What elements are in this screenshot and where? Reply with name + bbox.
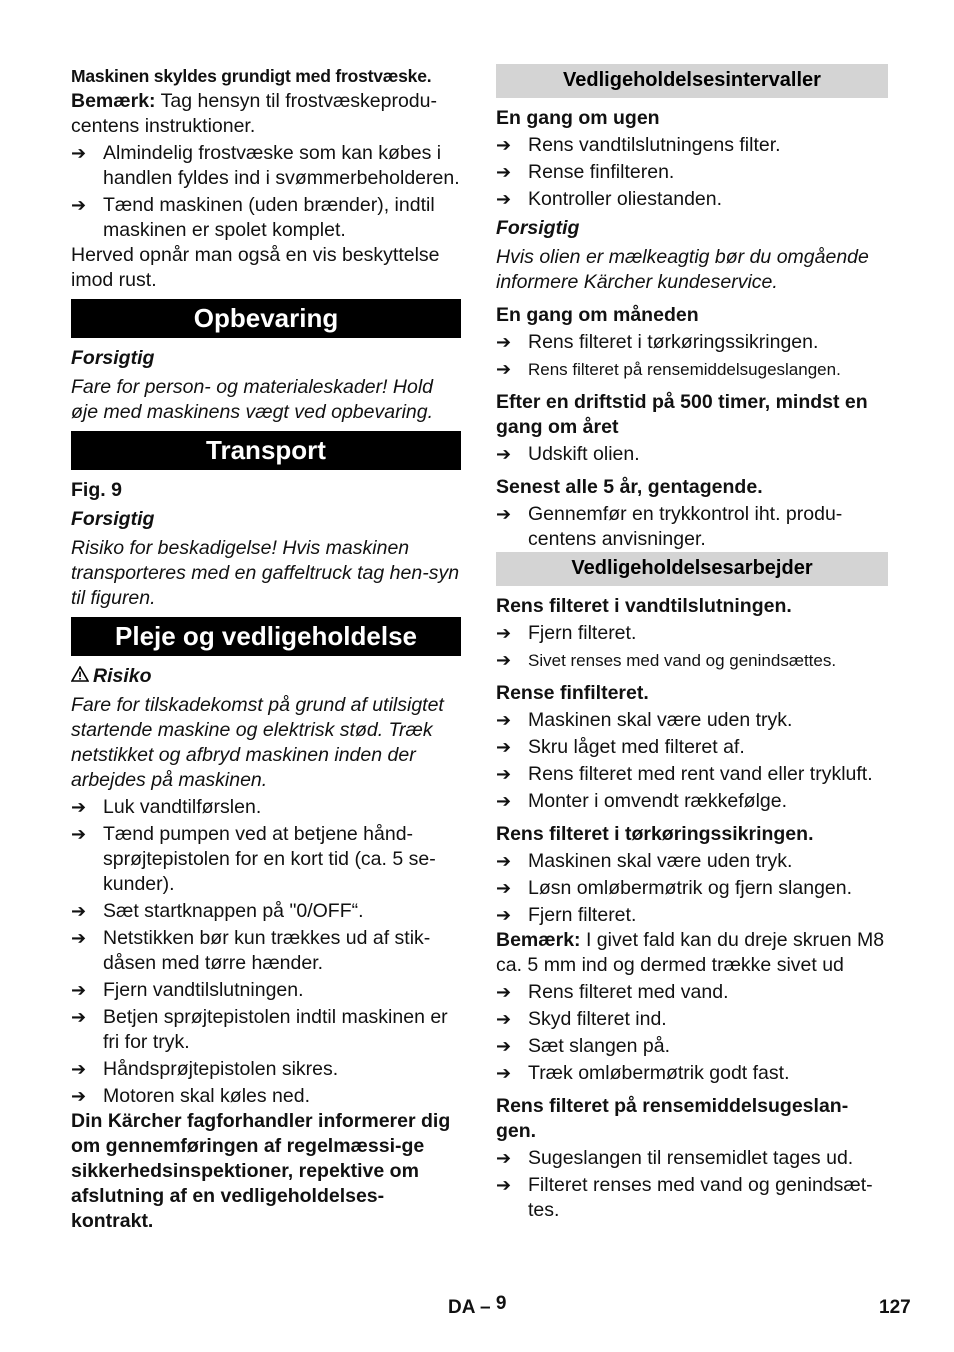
note-label: Bemærk:: [71, 90, 156, 112]
arrow-icon: ➔: [496, 1175, 512, 1195]
footer-section-page: 9: [495, 1293, 507, 1314]
warning-triangle-icon: [71, 664, 93, 689]
suction-steps: [496, 1146, 888, 1223]
fine-filter-heading: Rense finfilteret.: [496, 682, 649, 704]
risk-label: Risiko: [93, 665, 152, 687]
dealer-text: Din Kärcher fagforhandler informerer dig om gennemføringen af regelmæssi-ge sikkerhedsinspektioner, repektive om afslutning af en vedligeholdelses-kontrakt.: [71, 1110, 451, 1232]
arrow-icon: ➔: [71, 143, 87, 163]
arrow-icon: ➔: [496, 189, 512, 209]
list-item: ➔ Maskinen skal være uden tryk.: [496, 709, 793, 731]
list-item: ➔ Betjen sprøjtepistolen indtil maskinen er fri for tryk.: [71, 1006, 448, 1053]
arrow-icon: ➔: [496, 1148, 512, 1168]
list-item: ➔ Fjern vandtilslutningen.: [71, 979, 304, 1001]
weekly-caution-text: Hvis olien er mælkeagtig bør du omgående informere Kärcher kundeservice.: [496, 246, 869, 293]
list-item: ➔ Rense finfilteren.: [496, 161, 675, 183]
list-item: ➔ Skyd filteret ind.: [496, 1008, 667, 1030]
arrow-icon: ➔: [71, 824, 87, 844]
footer-lang: DA: [448, 1297, 475, 1318]
list-item: ➔ Sivet renses med vand og genindsættes.: [496, 648, 888, 673]
dry-run-note-label: Bemærk:: [496, 929, 581, 951]
transport-caution-text: Risiko for beskadigelse! Hvis maskinen transporteres med en gaffeltruck tag hen-syn til figuren.: [71, 537, 460, 609]
list-item: ➔ Tænd pumpen ved at betjene hånd-sprøjtepistolen for en kort tid (ca. 5 se-kunder).: [71, 823, 436, 895]
arrow-icon: ➔: [496, 710, 512, 730]
transport-caution-label: Forsigtig: [71, 508, 155, 530]
storage-caution-label: Forsigtig: [71, 347, 155, 369]
water-filter-steps: [496, 621, 888, 673]
right-column: [496, 64, 888, 1223]
arrow-icon: ➔: [496, 623, 512, 643]
list-item: ➔ Løsn omløbermøtrik og fjern slangen.: [496, 877, 853, 899]
risk-text: Fare for tilskadekomst på grund af utilsigtet startende maskine og elektrisk stød. Træk netstikket og afbryd maskinen inden der arbejdes på maskinen.: [71, 694, 444, 791]
note-paragraph: [71, 89, 461, 139]
arrow-icon: ➔: [71, 1086, 87, 1106]
footer-dash: –: [480, 1297, 491, 1318]
arrow-icon: ➔: [496, 791, 512, 811]
arrow-icon: ➔: [71, 980, 87, 1000]
intro-steps: [71, 141, 461, 243]
page-number: 127: [879, 1297, 911, 1318]
list-item: ➔ Rens filteret i tørkøringssikringen.: [496, 331, 819, 353]
arrow-icon: ➔: [496, 332, 512, 352]
suction-heading: Rens filteret på rensemiddelsugeslan-gen.: [496, 1095, 849, 1142]
list-item: ➔ Rens filteret med vand.: [496, 981, 729, 1003]
note-text: Tag hensyn til frostvæskeprodu-centens instruktioner.: [71, 90, 437, 137]
list-item: ➔ Skru låget med filteret af.: [496, 736, 745, 758]
fine-filter-steps: [496, 708, 888, 814]
dry-run-steps-2: [496, 980, 888, 1086]
list-item: ➔ Håndsprøjtepistolen sikres.: [71, 1058, 339, 1080]
figure-reference: Fig. 9: [71, 479, 122, 501]
section-title-transport: Transport: [71, 431, 461, 470]
arrow-icon: ➔: [496, 135, 512, 155]
dry-run-heading: Rens filteret i tørkøringssikringen.: [496, 823, 814, 845]
weekly-steps: [496, 133, 888, 212]
risk-heading: [71, 664, 461, 689]
monthly-heading: En gang om måneden: [496, 304, 699, 326]
dry-run-steps: [496, 849, 888, 928]
arrow-icon: ➔: [71, 797, 87, 817]
section-title-care: Pleje og vedligeholdelse: [71, 617, 461, 656]
monthly-steps: [496, 330, 888, 382]
arrow-icon: ➔: [496, 878, 512, 898]
arrow-icon: ➔: [496, 1063, 512, 1083]
list-item: ➔ Maskinen skal være uden tryk.: [496, 850, 793, 872]
yearly-steps: [496, 442, 888, 467]
weekly-caution-label: Forsigtig: [496, 217, 580, 239]
list-item: ➔ Sugeslangen til rensemidlet tages ud.: [496, 1147, 854, 1169]
list-item: ➔ Luk vandtilførslen.: [71, 796, 262, 818]
list-item: ➔ Fjern filteret.: [496, 622, 637, 644]
arrow-icon: ➔: [496, 737, 512, 757]
arrow-icon: ➔: [496, 851, 512, 871]
list-item: ➔ Motoren skal køles ned.: [71, 1085, 311, 1107]
list-item: ➔ Tænd maskinen (uden brænder), indtil maskinen er spolet komplet.: [71, 194, 435, 241]
arrow-icon: ➔: [496, 1009, 512, 1029]
list-item: ➔ Rens filteret med rent vand eller trykluft.: [496, 763, 873, 785]
list-item: ➔ Gennemfør en trykkontrol iht. produ-centens anvisninger.: [496, 503, 843, 550]
five-year-steps: [496, 502, 888, 552]
section-title-storage: Opbevaring: [71, 299, 461, 338]
list-item: ➔ Kontroller oliestanden.: [496, 188, 723, 210]
arrow-icon: ➔: [496, 905, 512, 925]
arrow-icon: ➔: [496, 982, 512, 1002]
arrow-icon: ➔: [496, 1036, 512, 1056]
storage-caution-text: Fare for person- og materialeskader! Hold øje med maskinens vægt ved opbevaring.: [71, 376, 434, 423]
arrow-icon: ➔: [496, 444, 512, 464]
left-column: [71, 64, 461, 1234]
list-item: ➔ Udskift olien.: [496, 443, 640, 465]
list-item: ➔ Netstikken bør kun trækkes ud af stik-dåsen med tørre hænder.: [71, 927, 431, 974]
arrow-icon: ➔: [71, 1007, 87, 1027]
list-item: ➔ Rens vandtilslutningens filter.: [496, 134, 781, 156]
list-item: ➔ Fjern filteret.: [496, 904, 637, 926]
arrow-icon: ➔: [496, 764, 512, 784]
footer-section-ref: [448, 1295, 506, 1320]
water-filter-heading: Rens filteret i vandtilslutningen.: [496, 595, 792, 617]
list-item: ➔ Sæt slangen på.: [496, 1035, 671, 1057]
dry-run-note-text: I givet fald kan du dreje skruen M8 ca. 5 mm ind og dermed trække sivet ud: [496, 929, 885, 976]
arrow-icon: ➔: [496, 650, 512, 670]
intro-after: Herved opnår man også en vis beskyttelse imod rust.: [71, 244, 440, 291]
care-steps: [71, 795, 461, 1109]
dry-run-note: [496, 928, 888, 978]
list-item: ➔ Almindelig frostvæske som kan købes i handlen fyldes ind i svømmerbeholderen.: [71, 142, 460, 189]
arrow-icon: ➔: [496, 504, 512, 524]
arrow-icon: ➔: [71, 901, 87, 921]
arrow-icon: ➔: [71, 1059, 87, 1079]
list-item: ➔ Filteret renses med vand og genindsæt-tes.: [496, 1174, 873, 1221]
section-title-work: Vedligeholdelsesarbejder: [496, 552, 888, 586]
list-item: ➔ Rens filteret på rensemiddelsugeslangen.: [496, 357, 888, 382]
section-title-intervals: Vedligeholdelsesintervaller: [496, 64, 888, 98]
arrow-icon: ➔: [496, 162, 512, 182]
weekly-heading: En gang om ugen: [496, 107, 660, 129]
list-item: ➔ Sæt startknappen på "0/OFF“.: [71, 900, 364, 922]
list-item: ➔ Træk omløbermøtrik godt fast.: [496, 1062, 790, 1084]
arrow-icon: ➔: [496, 359, 512, 379]
five-year-heading: Senest alle 5 år, gentagende.: [496, 476, 763, 498]
intro-heading: Maskinen skyldes grundigt med frostvæske.: [71, 66, 432, 86]
arrow-icon: ➔: [71, 195, 87, 215]
list-item: ➔ Monter i omvendt rækkefølge.: [496, 790, 788, 812]
yearly-heading: Efter en driftstid på 500 timer, mindst en gang om året: [496, 391, 868, 438]
arrow-icon: ➔: [71, 928, 87, 948]
